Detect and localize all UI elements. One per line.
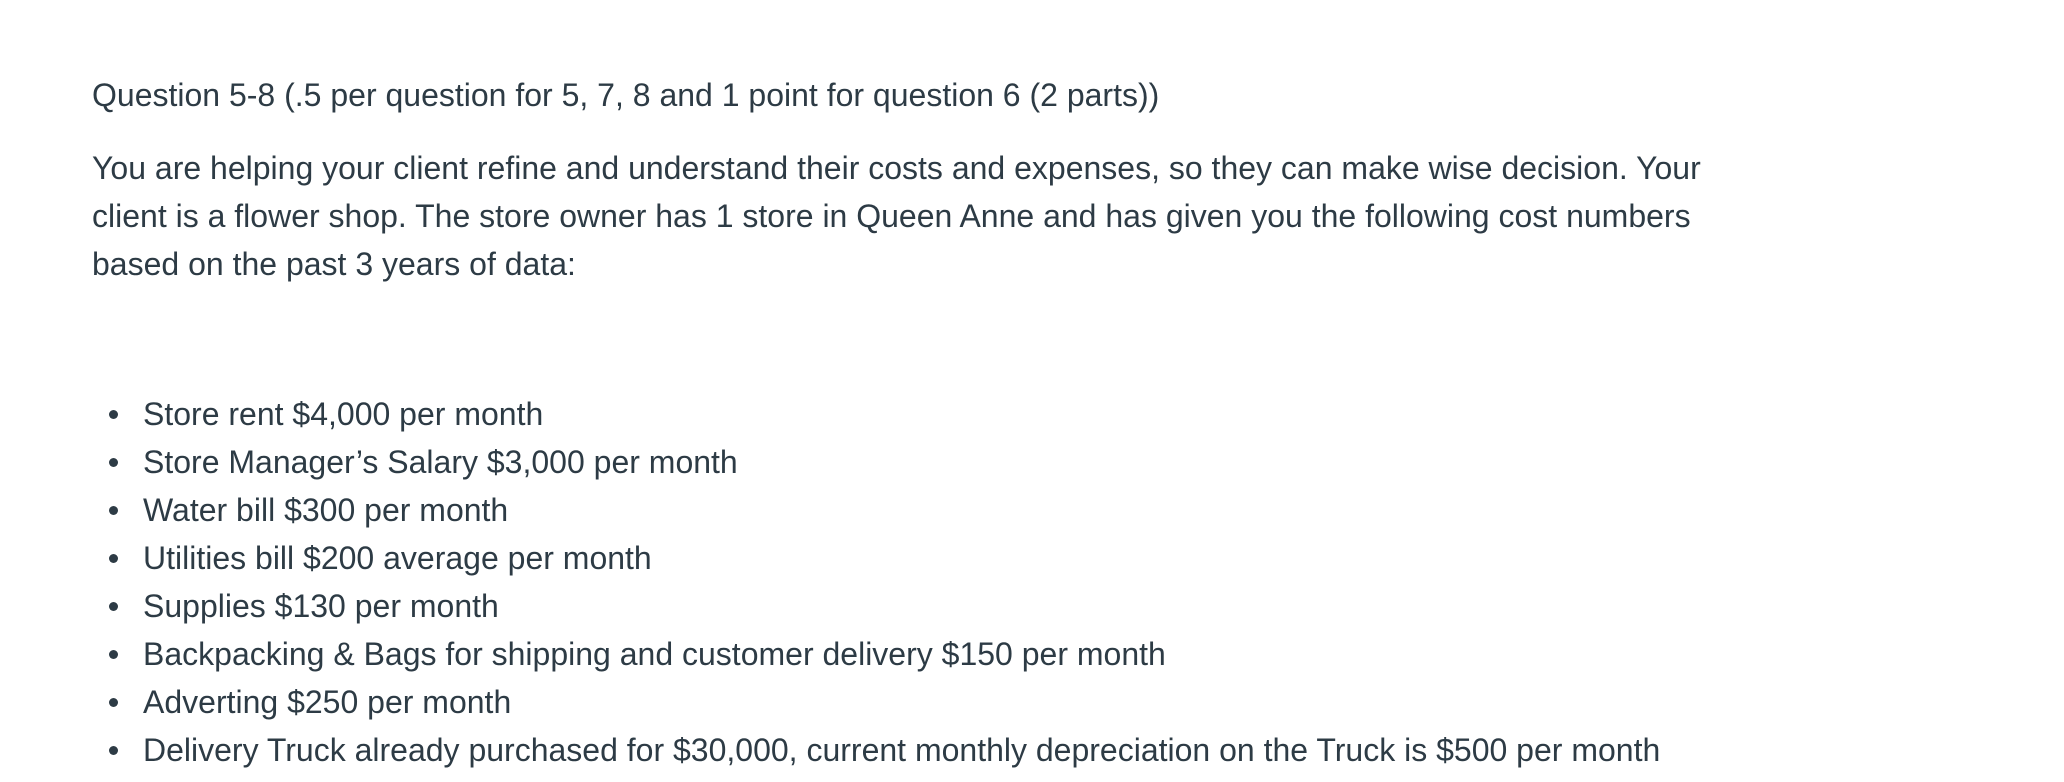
- cost-item-packaging: [92, 630, 1792, 678]
- cost-item-advertising: [92, 678, 1792, 726]
- cost-item-label: Store rent $4,000 per month: [143, 396, 544, 432]
- cost-item-delivery-truck: [92, 726, 1792, 774]
- cost-item-supplies: [92, 582, 1792, 630]
- bullet-icon: [109, 554, 118, 563]
- cost-item-store-rent: [92, 390, 1792, 438]
- cost-item-label: Utilities bill $200 average per month: [143, 540, 652, 576]
- cost-item-label: Water bill $300 per month: [143, 492, 509, 528]
- cost-item-label: Backpacking & Bags for shipping and customer delivery $150 per month: [143, 636, 1166, 672]
- cost-item-label: Store Manager’s Salary $3,000 per month: [143, 444, 738, 480]
- cost-item-manager-salary: [92, 438, 1792, 486]
- cost-item-utilities-bill: [92, 534, 1792, 582]
- bullet-icon: [109, 410, 118, 419]
- cost-item-label: Delivery Truck already purchased for $30,000, current monthly depreciation on the Truck is $500 per month: [143, 732, 1661, 768]
- cost-item-water-bill: [92, 486, 1792, 534]
- question-intro: You are helping your client refine and understand their costs and expenses, so they can make wise decision. Your client is a flower shop. The store owner has 1 store in Queen Anne and has given you the following cost numbers based on the past 3 years of data:: [92, 150, 1701, 282]
- bullet-icon: [109, 650, 118, 659]
- bullet-icon: [109, 746, 118, 755]
- bullet-icon: [109, 506, 118, 515]
- bullet-icon: [109, 698, 118, 707]
- cost-item-label: Adverting $250 per month: [143, 684, 512, 720]
- cost-item-label: Supplies $130 per month: [143, 588, 499, 624]
- bullet-icon: [109, 602, 118, 611]
- cost-list: [92, 390, 1792, 774]
- question-title: Question 5-8 (.5 per question for 5, 7, 8 and 1 point for question 6 (2 parts)): [92, 77, 1160, 113]
- bullet-icon: [109, 458, 118, 467]
